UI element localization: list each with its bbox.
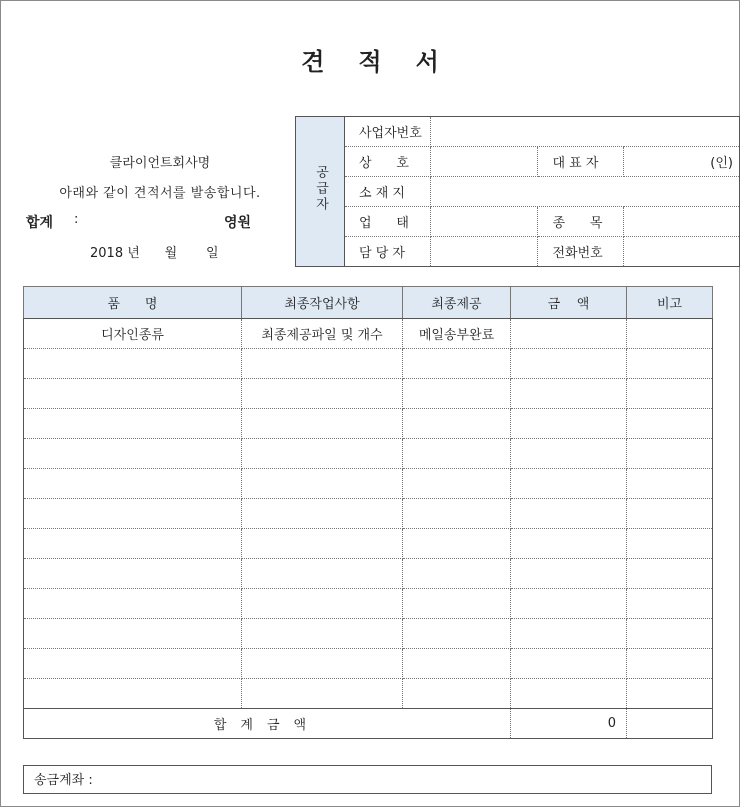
table-cell[interactable] — [511, 649, 627, 679]
table-row — [24, 679, 713, 709]
table-cell[interactable] — [24, 679, 242, 709]
table-row — [24, 379, 713, 409]
table-cell[interactable] — [627, 319, 713, 349]
table-cell[interactable] — [403, 649, 511, 679]
table-row — [24, 559, 713, 589]
phone-field[interactable] — [624, 237, 740, 267]
table-cell[interactable] — [242, 349, 403, 379]
table-cell[interactable] — [627, 649, 713, 679]
table-row — [24, 349, 713, 379]
table-cell[interactable] — [242, 409, 403, 439]
table-cell[interactable] — [627, 589, 713, 619]
table-cell[interactable] — [24, 409, 242, 439]
column-header: 금 액 — [511, 287, 627, 319]
table-cell[interactable] — [403, 439, 511, 469]
table-row — [24, 589, 713, 619]
sum-label-cell — [24, 709, 511, 739]
table-row — [24, 409, 713, 439]
table-cell[interactable] — [627, 619, 713, 649]
table-cell[interactable] — [24, 619, 242, 649]
manager-label: 담 당 자 — [345, 237, 431, 267]
table-cell[interactable] — [24, 379, 242, 409]
table-cell[interactable] — [242, 559, 403, 589]
table-cell[interactable] — [24, 439, 242, 469]
table-cell[interactable] — [403, 529, 511, 559]
table-cell[interactable] — [242, 499, 403, 529]
business-type-field[interactable] — [430, 207, 538, 237]
table-cell[interactable] — [511, 559, 627, 589]
trade-name-label: 상 호 — [345, 147, 431, 177]
table-cell[interactable] — [403, 559, 511, 589]
table-cell[interactable] — [511, 619, 627, 649]
ceo-label: 대 표 자 — [538, 147, 624, 177]
table-row — [24, 499, 713, 529]
table-row — [24, 649, 713, 679]
sum-note[interactable] — [627, 709, 713, 739]
items-header-row — [24, 287, 713, 319]
table-cell[interactable] — [24, 559, 242, 589]
column-header: 최종제공 — [403, 287, 511, 319]
table-cell[interactable] — [511, 349, 627, 379]
table-cell[interactable] — [242, 529, 403, 559]
table-row — [24, 319, 713, 349]
table-cell[interactable] — [403, 349, 511, 379]
table-row — [24, 529, 713, 559]
table-cell[interactable] — [242, 679, 403, 709]
table-cell[interactable] — [242, 379, 403, 409]
table-cell[interactable] — [24, 469, 242, 499]
table-cell[interactable] — [511, 679, 627, 709]
total-colon: : — [74, 212, 79, 227]
sum-row — [24, 709, 713, 739]
table-cell[interactable] — [627, 529, 713, 559]
table-cell[interactable] — [511, 409, 627, 439]
table-cell[interactable] — [627, 559, 713, 589]
issue-date: 2018 년 월 일 — [90, 246, 219, 261]
business-no-field[interactable] — [430, 117, 739, 147]
table-cell[interactable] — [403, 499, 511, 529]
table-cell[interactable] — [627, 409, 713, 439]
bank-account-label: 송금계좌 : — [34, 773, 93, 788]
table-cell[interactable] — [511, 319, 627, 349]
table-cell[interactable] — [627, 469, 713, 499]
table-cell[interactable] — [242, 469, 403, 499]
address-field[interactable] — [430, 177, 739, 207]
items-table — [23, 286, 713, 739]
sum-label: 합계금액 — [213, 718, 321, 733]
document-title: 견적서 — [301, 48, 473, 76]
table-row — [24, 439, 713, 469]
supplier-header — [296, 117, 345, 267]
bank-account[interactable] — [23, 765, 712, 794]
ceo-field[interactable]: (인) — [624, 147, 740, 177]
table-cell[interactable] — [627, 349, 713, 379]
total-label: 합계 — [26, 215, 54, 231]
trade-name-field[interactable] — [430, 147, 538, 177]
table-cell[interactable] — [24, 499, 242, 529]
won-label: 영원 — [224, 215, 252, 231]
table-row — [24, 619, 713, 649]
table-cell[interactable] — [511, 469, 627, 499]
column-header: 최종작업사항 — [242, 287, 403, 319]
table-cell[interactable] — [511, 499, 627, 529]
table-row — [24, 469, 713, 499]
table-cell[interactable] — [627, 679, 713, 709]
supplier-table — [295, 116, 740, 267]
client-name: 클라이언트회사명 — [109, 156, 211, 171]
table-cell[interactable] — [627, 499, 713, 529]
table-cell[interactable] — [403, 469, 511, 499]
table-cell[interactable] — [511, 379, 627, 409]
table-cell[interactable] — [403, 679, 511, 709]
table-cell[interactable] — [242, 619, 403, 649]
table-cell[interactable] — [511, 439, 627, 469]
address-label: 소 재 지 — [345, 177, 431, 207]
business-type-label: 업 태 — [345, 207, 431, 237]
column-header: 품 명 — [24, 287, 242, 319]
table-cell[interactable] — [403, 589, 511, 619]
table-cell[interactable] — [627, 439, 713, 469]
table-cell[interactable] — [627, 379, 713, 409]
table-cell[interactable]: 메일송부완료 — [403, 319, 511, 349]
table-cell[interactable] — [24, 589, 242, 619]
table-cell[interactable] — [403, 409, 511, 439]
item-category-field[interactable] — [624, 207, 740, 237]
supplier-header-text: 공급자 — [313, 165, 328, 213]
table-cell[interactable] — [242, 589, 403, 619]
table-cell[interactable] — [511, 589, 627, 619]
table-cell[interactable] — [24, 349, 242, 379]
table-cell[interactable] — [403, 619, 511, 649]
sum-value[interactable]: 0 — [511, 709, 627, 739]
table-cell[interactable]: 디자인종류 — [24, 319, 242, 349]
table-cell[interactable] — [511, 529, 627, 559]
items-body — [24, 319, 713, 709]
table-cell[interactable] — [403, 379, 511, 409]
table-cell[interactable] — [242, 649, 403, 679]
column-header: 비고 — [627, 287, 713, 319]
table-cell[interactable] — [24, 529, 242, 559]
business-no-label: 사업자번호 — [345, 117, 431, 147]
table-cell[interactable] — [242, 439, 403, 469]
table-cell[interactable] — [24, 649, 242, 679]
phone-label: 전화번호 — [538, 237, 624, 267]
intro-text: 아래와 같이 견적서를 발송합니다. — [59, 186, 261, 201]
table-cell[interactable]: 최종제공파일 및 개수 — [242, 319, 403, 349]
item-category-label: 종 목 — [538, 207, 624, 237]
manager-field[interactable] — [430, 237, 538, 267]
